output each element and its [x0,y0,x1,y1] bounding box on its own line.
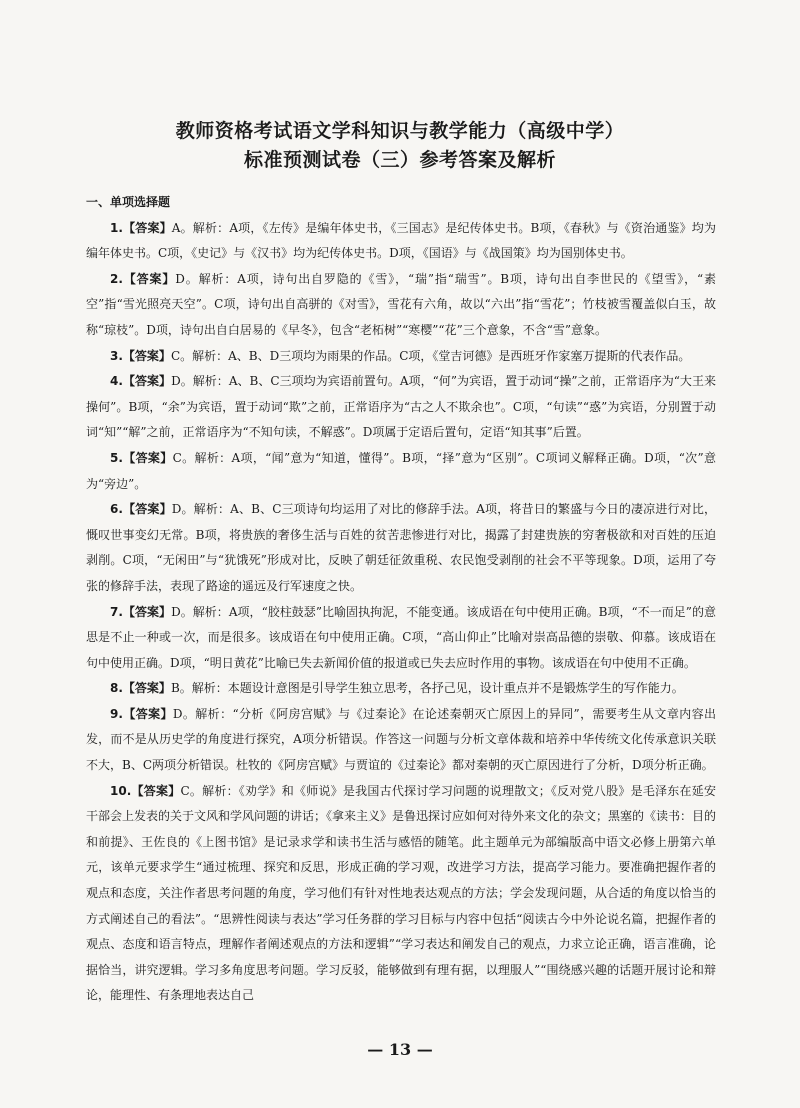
answer-explanation: D。解析：A、B、C三项诗句均运用了对比的修辞手法。A项，将昔日的繁盛与今日的凄凉进行对比，慨叹世事变幻无常。B项，将贵族的奢侈生活与百姓的贫苦悲惨进行对比，揭露了封建贵族的穷奢极欲和对百姓的压迫剥削。C项，“无闲田”与“犹饿死”形成对比，反映了朝廷征敛重税、农民饱受剥削的社会不平等现象。D项，运用了夸张的修辞手法，表现了路途的遥远及行军速度之快。 [86,502,716,593]
answer-explanation: D。解析：A项，“胶柱鼓瑟”比喻固执拘泥，不能变通。该成语在句中使用正确。B项，“不一而足”的意思是不止一种或一次，而是很多。该成语在句中使用正确。C项，“高山仰止”比喻对崇高品德的崇敬、仰慕。该成语在句中使用正确。D项，“明日黄花”比喻已失去新闻价值的报道或已失去应时作用的事物。该成语在句中使用不正确。 [86,604,716,670]
page-number: — 13 — [367,1040,433,1059]
answer-item-4 [86,369,716,446]
answer-item-8 [86,676,716,702]
answer-explanation: A。解析：A项，《左传》是编年体史书，《三国志》是纪传体史书。B项，《春秋》与《资治通鉴》均为编年体史书。C项，《史记》与《汉书》均为纪传体史书。D项，《国语》与《战国策》均为国别体史书。 [86,220,716,261]
section-heading: 一、单项选择题 [86,195,171,209]
answer-label: 【答案】 [122,450,173,465]
answer-number: 1. [110,220,123,235]
answer-explanation: D。解析：“分析《阿房宫赋》与《过秦论》在论述秦朝灭亡原因上的异同”，需要考生从文章内容出发，而不是从历史学的角度进行探究，A项分析错误。作答这一问题与分析文章体裁和培养中华传统文化传承意识关联不大，B、C两项分析错误。杜牧的《阿房宫赋》与贾谊的《过秦论》都对秦朝的灭亡原因进行了分析，D项分析正确。 [86,706,716,773]
answer-item-9 [86,702,716,779]
answer-label: 【答案】 [122,706,173,721]
answer-number: 5. [110,450,123,465]
answer-item-3 [86,344,716,370]
answer-label: 【答案】 [131,783,181,798]
answer-label: 【答案】 [122,502,172,517]
answer-item-2 [86,267,716,344]
answer-number: 9. [110,706,123,721]
answer-number: 4. [110,374,123,389]
answer-item-10 [86,779,716,1009]
document-title: 教师资格考试语文学科知识与教学能力（高级中学） [175,120,625,142]
answer-content [86,190,716,1009]
answer-item-7 [86,600,716,677]
answer-number: 3. [110,348,123,363]
answer-number: 7. [110,604,123,619]
answer-number: 8. [110,681,123,696]
answer-label: 【答案】 [122,604,172,619]
answer-item-6 [86,497,716,599]
answer-label: 【答案】 [122,348,171,363]
answer-label: 【答案】 [122,220,172,235]
answer-explanation: C。解析：《劝学》和《师说》是我国古代探讨学习问题的说理散文；《反对党八股》是毛泽东在延安干部会上发表的关于文风和学风问题的讲话；《拿来主义》是鲁迅探讨应如何对待外来文化的杂文；黑塞的《读书：目的和前提》、王佐良的《上图书馆》是记录求学和读书生活与感悟的随笔。此主题单元为部编版高中语文必修上册第六单元，该单元要求学生“通过梳理、探究和反思，形成正确的学习观，改进学习方法，提高学习能力。要准确把握作者的观点和态度，关注作者思考问题的角度，学习他们有针对性地表达观点的方法；学会发现问题，从合适的角度以恰当的方式阐述自己的看法”。“思辨性阅读与表达”学习任务群的学习目标与内容中包括“阅读古今中外论说名篇，把握作者的观点、态度和语言特点，理解作者阐述观点的方法和逻辑”“学习表达和阐发自己的观点，力求立论正确，语言准确，论据恰当，讲究逻辑。学习多角度思考问题。学习反驳，能够做到有理有据，以理服人”“围绕感兴趣的话题开展讨论和辩论，能理性、有条理地表达自己 [86,783,717,1003]
answer-label: 【答案】 [122,681,171,696]
answer-explanation: D。解析：A、B、C三项均为宾语前置句。A项，“何”为宾语，置于动词“操”之前，正常语序为“大王来操何”。B项，“余”为宾语，置于动词“欺”之前，正常语序为“古之人不欺余也”。C项，“句读”“惑”为宾语，分别置于动词“知”“解”之前，正常语序为“不知句读，不解惑”。D项属于定语后置句，定语“知其事”后置。 [86,374,716,440]
answer-number: 6. [110,502,123,517]
answer-number: 10. [110,783,132,798]
answer-item-5 [86,446,716,497]
document-subtitle: 标准预测试卷（三）参考答案及解析 [243,149,556,171]
answer-explanation: B。解析：本题设计意图是引导学生独立思考，各抒己见，设计重点并不是锻炼学生的写作能力。 [170,681,684,696]
answer-explanation: C。解析：A、B、D三项均为雨果的作品。C项，《堂吉诃德》是西班牙作家塞万提斯的代表作品。 [170,348,691,363]
answer-number: 2. [110,271,123,286]
answer-item-1 [86,216,716,267]
answer-label: 【答案】 [122,271,176,286]
answer-label: 【答案】 [122,374,172,389]
answer-explanation: C。解析：A项，“闻”意为“知道，懂得”。B项，“择”意为“区别”。C项词义解释正确。D项，“次”意为“旁边”。 [86,450,716,491]
answer-explanation: D。解析：A项，诗句出自罗隐的《雪》，“瑞”指“瑞雪”。B项，诗句出自李世民的《望雪》，“素空”指“雪光照亮天空”。C项，诗句出自高骈的《对雪》，雪花有六角，故以“六出”指“雪花”；竹枝被雪覆盖似白玉，故称“琼枝”。D项，诗句出自白居易的《早冬》，包含“老柘树”“寒樱”“花”三个意象，不含“雪”意象。 [86,271,716,337]
